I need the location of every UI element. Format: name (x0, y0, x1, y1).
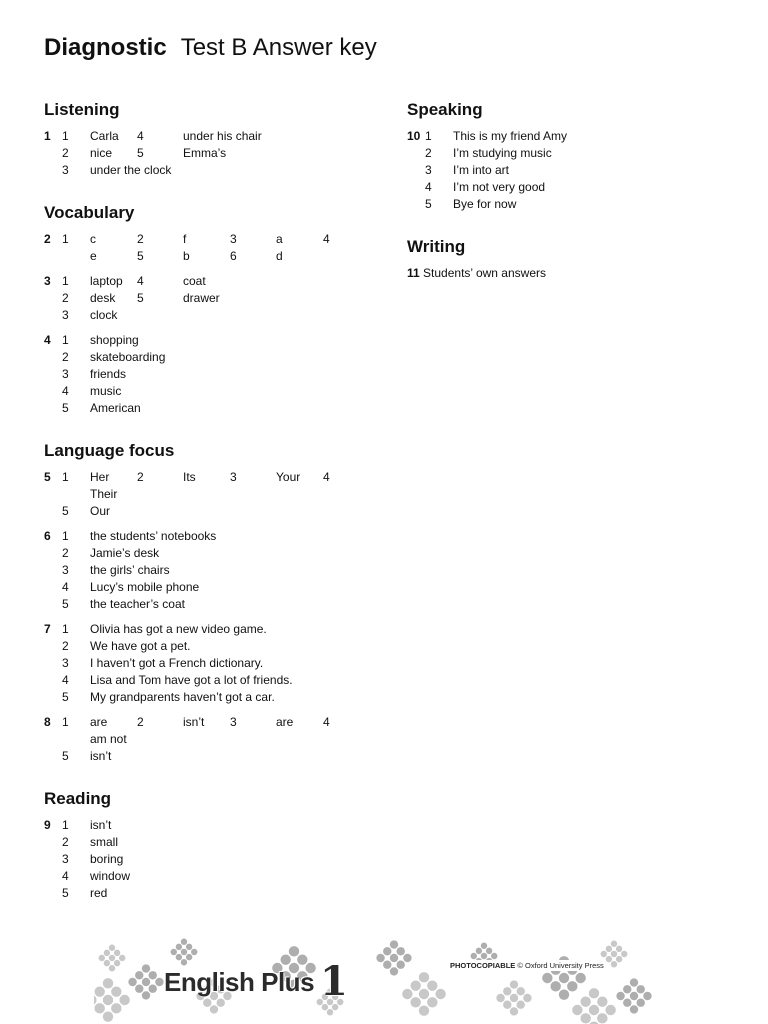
answer-text: nice (90, 146, 113, 160)
question-7 (44, 621, 344, 706)
pattern-dot (597, 996, 607, 1006)
pattern-dot (637, 999, 645, 1007)
item-number: 3 (62, 367, 69, 381)
answer-text: c (90, 232, 96, 246)
answer-text: shopping (90, 333, 139, 347)
logo-text: English Plus (164, 967, 315, 997)
publisher-credit: © Oxford University Press (517, 961, 604, 970)
answer-text: clock (90, 308, 118, 322)
pattern-dot (616, 992, 624, 1000)
pattern-dot (559, 989, 569, 999)
pattern-dot (181, 939, 187, 945)
pattern-dot (517, 1001, 525, 1009)
answer-row (44, 528, 344, 545)
answer-text: Lucy’s mobile phone (90, 580, 200, 594)
answer-row (44, 579, 344, 596)
answer-text: We have got a pet. (90, 639, 191, 653)
answer-text: the girls’ chairs (90, 563, 170, 577)
section-vocabulary (44, 203, 344, 417)
answer-text: e (90, 249, 97, 263)
answer-text: Their (90, 487, 118, 501)
answer-text: the teacher’s coat (90, 597, 185, 611)
question-number: 4 (44, 333, 51, 347)
item-number: 5 (62, 401, 69, 415)
item-number: 3 (230, 470, 237, 484)
pattern-dot (630, 992, 638, 1000)
pattern-dot (419, 989, 429, 999)
pattern-dot (580, 996, 590, 1006)
answer-text: under the clock (90, 163, 172, 177)
question-number: 9 (44, 818, 51, 832)
item-number: 5 (62, 886, 69, 900)
item-number: 1 (425, 129, 432, 143)
pattern-dot (410, 980, 420, 990)
section-heading: Speaking (407, 100, 483, 119)
answer-text: Our (90, 504, 111, 518)
pattern-dot (589, 1005, 599, 1015)
pattern-dot (149, 971, 157, 979)
answer-text: drawer (183, 291, 220, 305)
item-number: 1 (62, 622, 69, 636)
pattern-dot (503, 987, 511, 995)
item-number: 4 (62, 869, 69, 883)
pattern-dot (481, 953, 487, 959)
answer-text: f (183, 232, 187, 246)
question-number: 11 (407, 266, 420, 280)
pattern-dot (109, 965, 115, 971)
section-listening (44, 100, 344, 179)
item-number: 3 (425, 163, 432, 177)
pattern-dot (510, 980, 518, 988)
answer-row (44, 332, 344, 349)
answer-text: am not (90, 732, 127, 746)
pattern-dot (410, 997, 420, 1007)
item-number: 5 (62, 504, 69, 518)
answer-text: isn’t (90, 749, 112, 763)
right-column (407, 100, 707, 306)
answer-row (44, 545, 344, 562)
answer-text: are (90, 715, 108, 729)
pattern-dot (419, 1005, 429, 1015)
answer-text: d (276, 249, 283, 263)
answer-text: I’m into art (453, 163, 510, 177)
item-number: 2 (137, 232, 144, 246)
pattern-dot (550, 981, 560, 991)
item-number: 4 (323, 715, 330, 729)
title-bold: Diagnostic (44, 34, 167, 61)
pattern-dot (403, 954, 411, 962)
answer-row (44, 596, 344, 613)
pattern-dot (616, 956, 622, 962)
item-number: 3 (62, 308, 69, 322)
pattern-dot (135, 971, 143, 979)
answer-text: American (90, 401, 141, 415)
item-number: 1 (62, 715, 69, 729)
item-number: 2 (62, 835, 69, 849)
pattern-dot (128, 978, 136, 986)
pattern-dot (94, 995, 97, 1005)
answer-row (407, 145, 707, 162)
answer-row (44, 307, 344, 324)
pattern-dot (630, 978, 638, 986)
item-number: 1 (62, 529, 69, 543)
section-heading: Listening (44, 100, 120, 119)
question-number: 2 (44, 232, 51, 246)
pattern-dot (94, 986, 104, 996)
pattern-dot (99, 955, 105, 961)
pattern-dot (623, 985, 631, 993)
item-number: 2 (137, 715, 144, 729)
item-number: 4 (323, 470, 330, 484)
question-number: 1 (44, 129, 51, 143)
item-number: 3 (62, 852, 69, 866)
item-number: 4 (62, 384, 69, 398)
pattern-dot (589, 988, 599, 998)
pattern-dot (135, 985, 143, 993)
pattern-dot (397, 961, 405, 969)
item-number: 6 (230, 249, 237, 263)
question-2 (44, 231, 344, 265)
answer-row (44, 672, 344, 689)
answer-text: red (90, 886, 108, 900)
item-number: 1 (62, 129, 69, 143)
question-8 (44, 714, 344, 765)
answer-row (44, 128, 344, 145)
item-number: 5 (62, 749, 69, 763)
section-language-focus (44, 441, 344, 765)
item-number: 2 (62, 350, 69, 364)
pattern-dot (142, 991, 150, 999)
answer-row (44, 834, 344, 851)
pattern-dot (119, 995, 129, 1005)
item-number: 1 (62, 333, 69, 347)
question-number: 5 (44, 470, 51, 484)
pattern-dot (142, 964, 150, 972)
pattern-dot (103, 1011, 113, 1021)
item-number: 4 (62, 580, 69, 594)
pattern-dot (542, 973, 552, 983)
pattern-dot (104, 950, 110, 956)
pattern-dot (606, 956, 612, 962)
answer-text: a (276, 232, 283, 246)
answer-row (44, 486, 344, 503)
item-number: 5 (137, 249, 144, 263)
answer-row (44, 885, 344, 902)
answer-text: boring (90, 852, 124, 866)
pattern-dot (435, 989, 445, 999)
pattern-dot (486, 948, 492, 954)
item-number: 2 (62, 639, 69, 653)
pattern-dot (637, 985, 645, 993)
pattern-dot (616, 946, 622, 952)
pattern-dot (611, 941, 617, 947)
footer-banner (94, 938, 654, 1024)
pattern-dot (559, 973, 569, 983)
pattern-dot (601, 951, 607, 957)
answer-text: I haven’t got a French dictionary. (90, 656, 264, 670)
pattern-dot (111, 986, 121, 996)
pattern-dot (623, 999, 631, 1007)
question-number: 7 (44, 622, 51, 636)
pattern-dot (606, 946, 612, 952)
answer-text: b (183, 249, 190, 263)
pattern-dot (383, 947, 391, 955)
pattern-dot (572, 1005, 582, 1015)
pattern-dot (621, 951, 627, 957)
question-9 (44, 817, 344, 902)
answer-text: I’m not very good (453, 180, 546, 194)
item-number: 1 (62, 818, 69, 832)
pattern-dot (176, 944, 182, 950)
question-6 (44, 528, 344, 613)
pattern-dot (597, 1013, 607, 1023)
answer-row (44, 689, 344, 706)
answer-text: Emma’s (183, 146, 227, 160)
pattern-dot (111, 1003, 121, 1013)
question-11 (407, 265, 707, 282)
pattern-dot (523, 994, 531, 1002)
pattern-dot (114, 950, 120, 956)
answer-row (44, 145, 344, 162)
item-number: 5 (62, 690, 69, 704)
pattern-dot (186, 944, 192, 950)
answer-text: isn’t (183, 715, 205, 729)
answer-row (44, 383, 344, 400)
english-plus-logo (164, 954, 348, 1005)
question-4 (44, 332, 344, 417)
answer-text: I’m studying music (453, 146, 552, 160)
answer-text: under his chair (183, 129, 262, 143)
pattern-dot (503, 1001, 511, 1009)
answer-row (44, 714, 344, 731)
question-number: 6 (44, 529, 51, 543)
item-number: 4 (425, 180, 432, 194)
pattern-dot (419, 972, 429, 982)
section-heading: Reading (44, 789, 112, 808)
pattern-dot (427, 980, 437, 990)
answer-text: Your (276, 470, 301, 484)
question-3 (44, 273, 344, 324)
title-regular: Test B Answer key (180, 34, 377, 61)
question-10 (407, 128, 707, 213)
question-1 (44, 128, 344, 179)
pattern-dot (376, 954, 384, 962)
pattern-dot (149, 985, 157, 993)
pattern-dot (517, 987, 525, 995)
item-number: 3 (230, 232, 237, 246)
item-number: 5 (137, 291, 144, 305)
pattern-dot (605, 1005, 615, 1015)
answer-text: Bye for now (453, 197, 517, 211)
pattern-dot (390, 954, 398, 962)
answer-text: music (90, 384, 122, 398)
section-writing (407, 237, 707, 282)
pattern-dot (575, 973, 585, 983)
pattern-dot (402, 989, 412, 999)
pattern-dot (496, 994, 504, 1002)
pattern-dot (390, 940, 398, 948)
pattern-dot (119, 955, 125, 961)
answer-row (44, 290, 344, 307)
answer-text: small (90, 835, 119, 849)
answer-row (44, 273, 344, 290)
pattern-dot (491, 953, 497, 959)
pattern-dot (471, 953, 477, 959)
answer-text: isn’t (90, 818, 112, 832)
pattern-dot (103, 978, 113, 988)
item-number: 3 (62, 563, 69, 577)
answer-row (407, 128, 707, 145)
item-number: 1 (62, 232, 69, 246)
answer-text: Carla (90, 129, 119, 143)
pattern-dot (427, 997, 437, 1007)
question-number: 8 (44, 715, 51, 729)
left-column (44, 100, 344, 926)
answer-row (44, 621, 344, 638)
answer-row (44, 162, 344, 179)
answer-text: Jamie’s desk (90, 546, 160, 560)
pattern-dot (510, 1007, 518, 1015)
section-heading: Writing (407, 237, 466, 256)
pattern-dot (481, 943, 487, 949)
pattern-dot (510, 994, 518, 1002)
answer-row (44, 469, 344, 486)
answer-row (44, 731, 344, 748)
item-number: 1 (62, 274, 69, 288)
pattern-dot (155, 978, 163, 986)
question-number: 10 (407, 129, 421, 143)
pattern-dot (580, 1013, 590, 1023)
question-5 (44, 469, 344, 520)
item-number: 4 (62, 673, 69, 687)
answer-text: Olivia has got a new video game. (90, 622, 267, 636)
answer-row (44, 248, 344, 265)
item-number: 3 (62, 163, 69, 177)
section-reading (44, 789, 344, 902)
answer-text: Her (90, 470, 110, 484)
answer-text: the students’ notebooks (90, 529, 217, 543)
item-number: 1 (62, 470, 69, 484)
answer-row (44, 562, 344, 579)
answer-row (44, 638, 344, 655)
item-number: 4 (137, 274, 144, 288)
item-number: 2 (425, 146, 432, 160)
pattern-dot (210, 1005, 218, 1013)
pattern-dot (109, 955, 115, 961)
logo-number: 1 (320, 958, 348, 1005)
photocopiable-notice (448, 960, 606, 971)
pattern-dot (476, 948, 482, 954)
pattern-dot (114, 960, 120, 966)
answer-row (44, 503, 344, 520)
answer-text: are (276, 715, 294, 729)
answer-row (44, 851, 344, 868)
answer-row (44, 400, 344, 417)
answer-row (44, 366, 344, 383)
answer-row (44, 748, 344, 765)
section-heading: Vocabulary (44, 203, 135, 222)
answer-text: skateboarding (90, 350, 166, 364)
pattern-dot (611, 961, 617, 967)
section-heading: Language focus (44, 441, 175, 460)
pattern-dot (109, 945, 115, 951)
item-number: 4 (137, 129, 144, 143)
item-number: 3 (230, 715, 237, 729)
pattern-dot (611, 951, 617, 957)
photocopiable-label: PHOTOCOPIABLE (450, 961, 516, 970)
item-number: 5 (137, 146, 144, 160)
answer-text: desk (90, 291, 116, 305)
item-number: 3 (62, 656, 69, 670)
item-number: 2 (137, 470, 144, 484)
item-number: 2 (62, 146, 69, 160)
answer-row (407, 162, 707, 179)
answer-row (407, 196, 707, 213)
item-number: 2 (62, 291, 69, 305)
answer-text: Its (183, 470, 196, 484)
page-title (44, 34, 377, 62)
pattern-dot (327, 1009, 333, 1015)
pattern-dot (94, 1003, 104, 1013)
item-number: 5 (425, 197, 432, 211)
answer-text: laptop (90, 274, 123, 288)
answer-text: My grandparents haven’t got a car. (90, 690, 275, 704)
item-number: 4 (323, 232, 330, 246)
pattern-dot (567, 981, 577, 991)
answer-row (44, 817, 344, 834)
answer-row (407, 179, 707, 196)
pattern-dot (103, 995, 113, 1005)
pattern-dot (390, 967, 398, 975)
answer-row (44, 231, 344, 248)
answer-row (44, 655, 344, 672)
answer-text: This is my friend Amy (453, 129, 568, 143)
pattern-dot (397, 947, 405, 955)
answer-row (44, 349, 344, 366)
pattern-dot (104, 960, 110, 966)
answer-text: friends (90, 367, 127, 381)
section-speaking (407, 100, 707, 213)
answer-text: Students’ own answers (423, 266, 546, 280)
answer-text: window (90, 869, 131, 883)
answer-text: Lisa and Tom have got a lot of friends. (90, 673, 293, 687)
question-number: 3 (44, 274, 51, 288)
pattern-dot (142, 978, 150, 986)
item-number: 2 (62, 546, 69, 560)
answer-row (44, 868, 344, 885)
pattern-dot (630, 1005, 638, 1013)
pattern-dot (643, 992, 651, 1000)
item-number: 5 (62, 597, 69, 611)
pattern-dot (383, 961, 391, 969)
answer-text: coat (183, 274, 206, 288)
